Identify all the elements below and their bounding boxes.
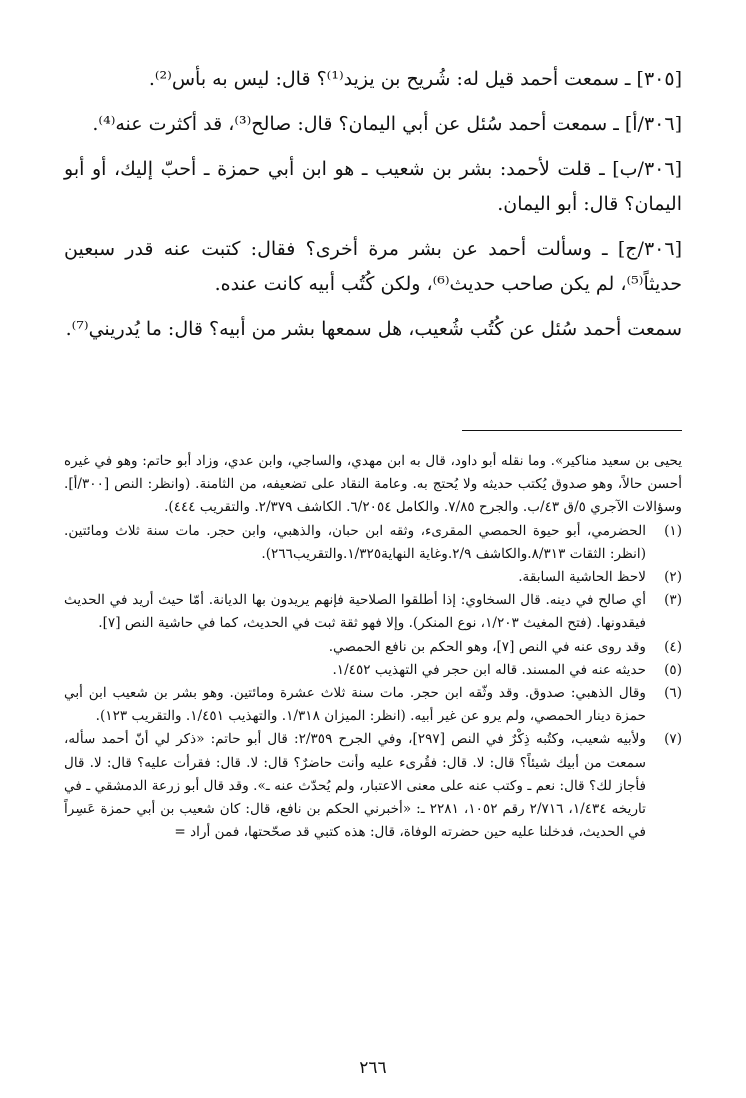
paragraph-shuayb-books: سمعت أحمد سُئل عن كُتُب شُعيب، هل سمعها بشر من أبيه؟ قال: ما يُدريني⁽⁷⁾. [65,318,682,340]
footnote [64,589,682,635]
footnote [64,566,682,589]
footnote-text: وقال الذهبي: صدوق. وقد وثّقه ابن حجر. مات سنة ثلاث عشرة ومائتين. وهو بشر بن شعيب ابن أبي حمزة دينار الحمصي، ولم يرو عن غير أبيه. (انظر: الميزان ١/٣١٨. والتهذيب ١/٤٥١. والتقريب ١٢٣). [64,685,646,725]
footnotes [64,450,682,844]
footnote-number: (٦) [664,685,682,702]
footnote [64,520,682,566]
footnote-text: ولأبيه شعيب، وكتُبه ذِكْرٌ في النص [٢٩٧]، وفي الجرح ٢/٣٥٩: قال أبو حاتم: «ذكر لي أنّ أحمد سأله، سمعت من أبيك شيئاً؟ قال: لا. قال: فقُرىء عليه وأنت حاضرٌ؟ قال: لا. قال: فقرأت عليه؟ قال: لا. قال فأجاز لك؟ قال: نعم ـ وكتب عنه على معنى الاعتبار، ولم يُحدّث عنه ـ». وقد قال أبو زرعة الدمشقي ـ في تاريخه ١/٤٣٤، ٢/٧١٦ رقم ١٠٥٢، ٢٢٨١ ـ: «أخبرني الحكم بن نافع، قال: كان شعيب بن أبي حمزة عَسِراً في الحديث، فدخلنا عليه حين حضرته الوفاة، قال: هذه كتبي قد صحّحتها، فمن أراد = [64,731,646,841]
footnote-separator [462,430,682,431]
footnote-number: (٧) [664,731,682,748]
paragraph-305: [٣٠٥] ـ سمعت أحمد قيل له: شُريح بن يزيد⁽¹⁾؟ قال: ليس به بأس⁽²⁾. [148,68,682,90]
paragraph-306a: [٣٠٦/أ] ـ سمعت أحمد سُئل عن أبي اليمان؟ قال: صالح⁽³⁾، قد أكثرت عنه⁽⁴⁾. [92,113,682,135]
footnote [64,682,682,728]
footnote-number: (٣) [664,592,682,609]
footnote-number: (١) [664,522,682,539]
footnote [64,728,682,844]
main-text [64,62,682,357]
footnote-number: (٥) [664,661,682,678]
footnote-number: (٢) [664,569,682,586]
footnote-number: (٤) [664,638,682,655]
footnote-text: وقد روى عنه في النص [٧]، وهو الحكم بن نافع الحمصي. [328,638,646,655]
footnote-text: أي صالح في دينه. قال السخاوي: إذا أطلقوا الصلاحية فإنهم يريدون بها الديانة. أمّا حيث أريد في الحديث فيقدونها. (فتح المغيث ١/٢٠٣، نوع المنكر). وإلا فهو ثقة ثبت في الحديث، كما في حاشية النص [٧]. [64,592,646,632]
footnote-text: الحضرمي، أبو حيوة الحمصي المقرىء، وثقه ابن حبان، والذهبي، وابن حجر. مات سنة ثلاث ومائتين. (انظر: الثقات ٨/٣١٣.والكاشف ٢/٩.وغاية النهاية١/٣٢٥.والتقريب٢٦٦). [64,522,646,562]
footnote [64,659,682,682]
paragraph-306c: [٣٠٦/ج] ـ وسألت أحمد عن بشر مرة أخرى؟ فقال: كتبت عنه قدر سبعين حديثاً⁽⁵⁾، لم يكن صاحب حديث⁽⁶⁾، ولكن كُتُب أبيه كانت عنده. [64,238,682,295]
footnote-text: حديثه عنه في المسند. قاله ابن حجر في التهذيب ١/٤٥٢. [332,661,646,678]
page-number: ٢٦٦ [359,1058,387,1078]
footnote-continuation: يحيى بن سعيد مناكير». وما نقله أبو داود، قال به ابن مهدي، والساجي، وابن عدي، وزاد أبو حاتم: وهو في غيره أحسن حالاً، وهو صدوق يُكتب حديثه ولا يُحتج به. وعامة النقاد على تضعيفه، من الثامنة. (وانظر: النص [٣٠٠/أ]. وسؤالات الآجري ٥/ق ٤٣/ب. والجرح ٧/٨٥. والكامل ٦/٢٠٥٤. الكاشف ٢/٣٧٩. والتقريب ٤٤٤). [64,453,682,516]
paragraph-306b: [٣٠٦/ب] ـ قلت لأحمد: بشر بن شعيب ـ هو ابن أبي حمزة ـ أحبّ إليك، أو أبو اليمان؟ قال: أبو اليمان. [64,158,682,215]
footnote [64,636,682,659]
footnote-text: لاحظ الحاشية السابقة. [518,569,646,586]
